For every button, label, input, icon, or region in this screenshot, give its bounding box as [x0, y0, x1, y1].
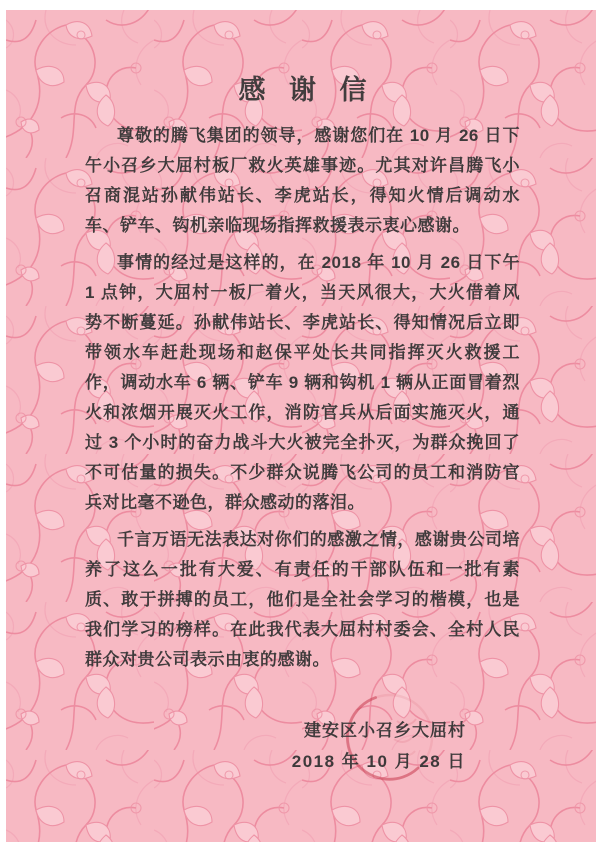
letter-paragraph-2: 事情的经过是这样的，在 2018 年 10 月 26 日下午 1 点钟，大屈村一板厂着火，当天风很大，大火借着风势不断蔓延。孙献伟站长、李虎站长、得知情况后立即带领水车赶赴现场和赵保平处长共同指挥灭火救援工作，调动水车 6 辆、铲车 9 辆和钩机 1 辆从正面冒着烈火和浓烟开展灭火工作，消防官兵从后面实施灭火，通过 3 个小时的奋力战斗大火被完全扑灭，为群众挽回了不可估量的损失。不少群众说腾飞公司的员工和消防官兵对比毫不逊色，群众感动的落泪。 — [85, 253, 520, 512]
letter-content — [6, 10, 596, 777]
letter-paragraph-1: 尊敬的腾飞集团的领导，感谢您们在 10 月 26 日下午小召乡大屈村板厂救火英雄事迹。尤其对许昌腾飞小召商混站孙献伟站长、李虎站长，得知火情后调动水车、铲车、钩机亲临现场指挥救援表示衷心感谢。 — [85, 126, 520, 235]
date-line: 2018 年 10 月 28 日 — [291, 752, 466, 771]
pink-letter-paper — [6, 10, 596, 842]
signature-line: 建安区小召乡大屈村 — [304, 721, 466, 740]
signature-block — [85, 715, 520, 777]
letter-paragraph-3: 千言万语无法表达对你们的感激之情，感谢贵公司培养了这么一批有大爱、有责任的干部队伍和一批有素质、敢于拼搏的员工，他们是全社会学习的楷模，也是我们学习的榜样。在此我代表大屈村村委会、全村人民群众对贵公司表示由衷的感谢。 — [85, 530, 520, 669]
letter-title: 感 谢 信 — [238, 75, 375, 105]
